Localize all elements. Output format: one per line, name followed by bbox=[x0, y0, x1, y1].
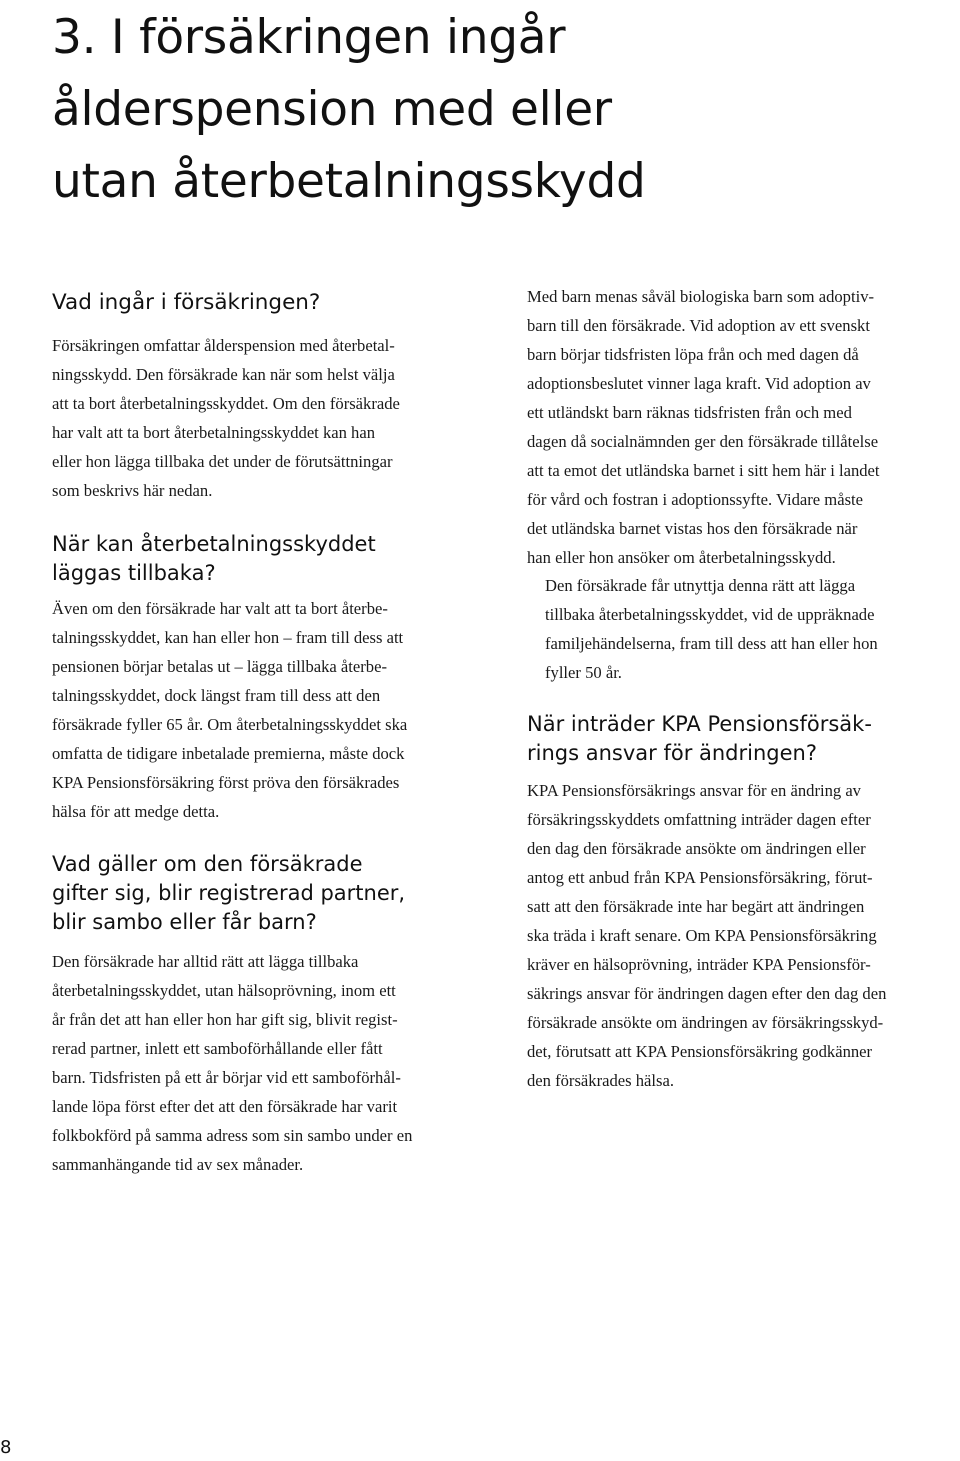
section-heading-responsibility bbox=[527, 710, 872, 768]
text-line: försäkrade fyller 65 år. Om återbetalningsskyddet ska bbox=[52, 715, 408, 734]
text-line: När kan återbetalningsskyddet bbox=[52, 532, 376, 556]
text-line: försäkringsskyddets omfattning inträder dagen efter bbox=[527, 810, 871, 829]
text-line: Vad ingår i försäkringen? bbox=[52, 290, 321, 315]
text-line: 3. I försäkringen ingår bbox=[52, 10, 566, 65]
text-line: ska träda i kraft senare. Om KPA Pensionsförsäkring bbox=[527, 926, 877, 945]
text-line: för vård och fostran i adoptionssyfte. Vidare måste bbox=[527, 490, 864, 509]
text-line: har valt att ta bort återbetalningsskyddet kan han bbox=[52, 423, 376, 442]
text-line: kräver en hälsoprövning, inträder KPA Pensionsför- bbox=[527, 955, 871, 974]
text-line: familjehändelserna, fram till dess att han eller hon bbox=[545, 634, 878, 653]
text-line: Försäkringen omfattar ålderspension med återbetal- bbox=[52, 336, 395, 355]
text-line: fyller 50 år. bbox=[545, 663, 622, 682]
text-line: KPA Pensionsförsäkring först pröva den försäkrades bbox=[52, 773, 400, 792]
text-line: Även om den försäkrade har valt att ta bort återbe- bbox=[52, 599, 388, 618]
section-heading-what-included bbox=[52, 288, 320, 318]
section-body-responsibility bbox=[527, 776, 886, 1095]
text-line: den dag den försäkrade ansökte om ändringen eller bbox=[527, 839, 866, 858]
section-heading-when-restore bbox=[52, 530, 376, 588]
text-line: Med barn menas såväl biologiska barn som adoptiv- bbox=[527, 287, 875, 306]
text-line: dagen då socialnämnden ger den försäkrade tillåtelse bbox=[527, 432, 879, 451]
text-line: Den försäkrade får utnyttja denna rätt att lägga bbox=[545, 576, 856, 595]
paragraph-children-adoption bbox=[527, 282, 880, 572]
text-line: rerad partner, inlett ett samboförhållande eller fått bbox=[52, 1039, 383, 1058]
text-line: pensionen börjar betalas ut – lägga tillbaka återbe- bbox=[52, 657, 387, 676]
text-line: att ta bort återbetalningsskyddet. Om den försäkrade bbox=[52, 394, 400, 413]
text-line: rings ansvar för ändringen? bbox=[527, 741, 817, 765]
text-line: han eller hon ansöker om återbetalningsskydd. bbox=[527, 548, 836, 567]
text-line: läggas tillbaka? bbox=[52, 561, 216, 585]
page-number: 8 bbox=[0, 1437, 12, 1458]
text-line: säkrings ansvar för ändringen dagen efter den dag den bbox=[527, 984, 887, 1003]
text-line: försäkrade ansökte om ändringen av försäkringsskyd- bbox=[527, 1013, 884, 1032]
section-body-life-events bbox=[52, 947, 412, 1179]
text-line: barn. Tidsfristen på ett år börjar vid ett samboförhål- bbox=[52, 1068, 401, 1087]
text-line: som beskrivs här nedan. bbox=[52, 481, 213, 500]
text-line: utan återbetalningsskydd bbox=[52, 154, 646, 209]
text-line: satt att den försäkrade inte har begärt att ändringen bbox=[527, 897, 865, 916]
text-line: barn börjar tidsfristen löpa från och med dagen då bbox=[527, 345, 859, 364]
text-line: eller hon lägga tillbaka det under de förutsättningar bbox=[52, 452, 393, 471]
text-line: gifter sig, blir registrerad partner, bbox=[52, 881, 406, 905]
text-line: blir sambo eller får barn? bbox=[52, 910, 317, 934]
text-line: år från det att han eller hon har gift sig, blivit regist- bbox=[52, 1010, 398, 1029]
section-heading-life-events bbox=[52, 850, 405, 937]
section-body-when-restore bbox=[52, 594, 407, 826]
text-line: antog ett anbud från KPA Pensionsförsäkring, förut- bbox=[527, 868, 873, 887]
text-line: talningsskyddet, kan han eller hon – fram till dess att bbox=[52, 628, 404, 647]
text-line: Vad gäller om den försäkrade bbox=[52, 852, 363, 876]
text-line: lande löpa först efter det att den försäkrade har varit bbox=[52, 1097, 398, 1116]
text-line: ålderspension med eller bbox=[52, 82, 612, 137]
text-line: När inträder KPA Pensionsförsäk- bbox=[527, 712, 872, 736]
text-line: det utländska barnet vistas hos den försäkrade när bbox=[527, 519, 858, 538]
text-line: tillbaka återbetalningsskyddet, vid de uppräknade bbox=[545, 605, 875, 624]
text-line: adoptionsbeslutet vinner laga kraft. Vid adoption av bbox=[527, 374, 871, 393]
text-line: sammanhängande tid av sex månader. bbox=[52, 1155, 304, 1174]
text-line: barn till den försäkrade. Vid adoption av ett svenskt bbox=[527, 316, 870, 335]
page-title bbox=[52, 2, 932, 218]
text-line: hälsa för att medge detta. bbox=[52, 802, 220, 821]
text-line: ett utländskt barn räknas tidsfristen från och med bbox=[527, 403, 852, 422]
text-line: ningsskydd. Den försäkrade kan när som helst välja bbox=[52, 365, 395, 384]
text-line: talningsskyddet, dock längst fram till dess att den bbox=[52, 686, 381, 705]
text-line: det, förutsatt att KPA Pensionsförsäkring godkänner bbox=[527, 1042, 873, 1061]
text-line: omfatta de tidigare inbetalade premierna, måste dock bbox=[52, 744, 405, 763]
section-body-what-included bbox=[52, 331, 400, 505]
text-line: återbetalningsskyddet, utan hälsoprövning, inom ett bbox=[52, 981, 396, 1000]
text-line: folkbokförd på samma adress som sin sambo under en bbox=[52, 1126, 413, 1145]
text-line: Den försäkrade har alltid rätt att lägga tillbaka bbox=[52, 952, 359, 971]
text-line: den försäkrades hälsa. bbox=[527, 1071, 674, 1090]
text-line: KPA Pensionsförsäkrings ansvar för en ändring av bbox=[527, 781, 861, 800]
paragraph-right-until-50 bbox=[527, 571, 878, 687]
text-line: att ta emot det utländska barnet i sitt hem här i landet bbox=[527, 461, 880, 480]
